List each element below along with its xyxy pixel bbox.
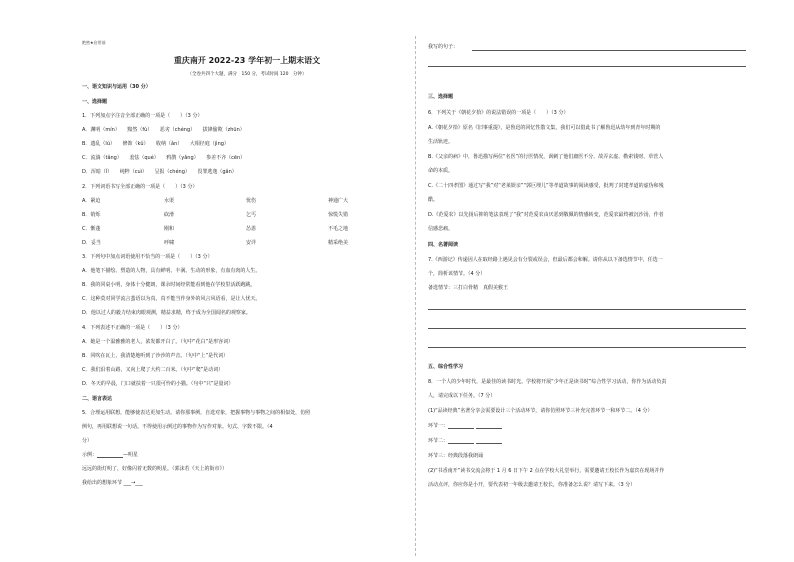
q3-option-d: D．他以过人的毅力结束肉眼观测，精益求精，终于成为全国闻名的观察家。 bbox=[82, 310, 251, 316]
q2-b-3: 乞丐 bbox=[246, 212, 257, 218]
q7-options: 备选情节：三打白骨精 真假美猴王 bbox=[428, 285, 509, 291]
q8-segment-3: 环节三：经典段落我朗诵 bbox=[428, 453, 484, 459]
q5-quote: 远远的街灯明了，好像闪着无数的明星。（郭沫若《天上的街市》） bbox=[82, 466, 228, 472]
q6-stem: 6．下列关于《朝花夕拾》的说法错误的一项是（ ）（3 分） bbox=[428, 110, 569, 116]
q4-option-c: C．我们沿着山路，又向上爬了大约二百米。（句中“爬”是动词） bbox=[82, 367, 224, 373]
q2-option-a bbox=[82, 198, 410, 204]
q6-option-d-2: 信感悲痛。 bbox=[428, 226, 454, 232]
section-heading-5: 五、综合性学习 bbox=[428, 364, 464, 370]
q7-answer-line-1[interactable] bbox=[428, 309, 746, 310]
q5-example-tail: —明星 bbox=[123, 452, 139, 458]
q8-segment-2-blank-a[interactable] bbox=[448, 438, 474, 444]
q2-a-3: 忧伤 bbox=[246, 198, 257, 204]
section-heading-1: 一、语文知识与运用（30 分） bbox=[82, 84, 151, 90]
q2-c-4: 不毛之地 bbox=[328, 226, 349, 232]
q8-segment-2-blank-b[interactable] bbox=[476, 438, 502, 444]
q5-example bbox=[82, 452, 138, 458]
q8-segment-1 bbox=[428, 423, 502, 429]
q1-option-d: D．浑暗（ǐ） 纯粹（cuì） 呈报（chéng） 畏罪逃逸（gǎn） bbox=[82, 169, 237, 175]
q6-option-b-2: 命的本质。 bbox=[428, 168, 454, 174]
q4-stem: 4．下列表述不正确的一项是（ ）（3 分） bbox=[82, 325, 183, 331]
q6-option-c-2: 酷。 bbox=[428, 197, 439, 203]
q8-line-2: 人，请完成以下任务。（7 分） bbox=[428, 393, 496, 399]
confidential-tag: 绝密★启用前 bbox=[82, 40, 106, 45]
q4-option-b: B．同吹在瓦上，我清楚地听到了沙沙的声音。（句中“上”是代词） bbox=[82, 353, 229, 359]
q4-option-d: D．冬天的早晨，门口就扶着一只很可怜的小猫。（句中“只”是量词） bbox=[82, 381, 234, 387]
q2-a-2: 水渠 bbox=[164, 198, 175, 204]
q8-sub-2-line-1: (2)“书香南开”读书交流会将于 1 月 6 日下午 2 点在学校大礼堂举行，需要邀请王校长作为嘉宾在现场并作 bbox=[428, 468, 665, 474]
q5-example-blank bbox=[97, 452, 123, 458]
q5-line-2: 例句，再用联想说一句话。不得使用示例过的事物作为写作对象。句式、字数不限。（4 bbox=[82, 424, 273, 430]
q2-option-b bbox=[82, 212, 410, 218]
q8-segment-1-label: 环节一： bbox=[428, 423, 449, 429]
q1-option-a: A．渊明（mín） 黯然（fù） 恶劣（chéng） 拔锋偷欺（zhūn） bbox=[82, 127, 245, 133]
q5-line-3: 分） bbox=[82, 438, 93, 444]
q8-line-1: 8．一个人的少年时代，是最佳的读书时光。学校将开展“少年正是读书时”综合性学习活动，你作为活动负责 bbox=[428, 379, 667, 385]
q8-segment-2-label: 环节二： bbox=[428, 438, 449, 444]
q8-segment-2 bbox=[428, 438, 502, 444]
q8-sub-1: (1)“品读经典”名著分享会需要设计三个活动环节，请你仿照环节三补充完善环节一和环节二。（4 分） bbox=[428, 408, 653, 414]
my-sentence-answer-line-2[interactable] bbox=[428, 66, 746, 67]
q5-answer-label[interactable]: 我给出的想象环节 ___→___ bbox=[82, 480, 143, 486]
q2-d-2: 呼啸 bbox=[164, 240, 175, 246]
q2-a-4: 神通广大 bbox=[328, 198, 349, 204]
section-heading-4: 四、名著阅读 bbox=[428, 242, 459, 248]
q6-option-c-1: C.《二十四孝图》通过写“我”对“老莱娱亲”“郭巨埋儿”等孝道故事的阅读感受，批判了封建孝道的虚伪和残 bbox=[428, 183, 664, 189]
q1-option-c: C．流淌（tǎng） 羞怯（qué） 鸦鹊（yǎng） 参差不齐（cēn） bbox=[82, 155, 246, 161]
q7-stem-1: 7.《西游记》传递因人在取经路上遇见会有分裂或误会，但最后都会和解。请你从以下备选情节中，任选一 bbox=[428, 257, 663, 263]
subsection-choice: 一、选择题 bbox=[82, 99, 108, 105]
subsection-expression: 二、语言表达 bbox=[82, 396, 113, 402]
column-divider bbox=[415, 36, 416, 556]
q8-sub-2-line-2: 活动点评，你应你是小开，要代表初一年级去邀请王校长，你准备怎么说？请写下来。（3 分） bbox=[428, 482, 636, 488]
q6-option-d-1: D.《范爱农》以先扬后抑的笔法表现了“我”对范爱农由厌恶到敬佩的情感转变，范爱农最终被沉沙汤，作者 bbox=[428, 212, 664, 218]
section-heading-3: 三、选择题 bbox=[428, 94, 454, 100]
q1-option-b: B．遗乱（lú） 修饰（kǔ） 收纳（ǎn） 大相径庭（jìng） bbox=[82, 141, 229, 147]
q2-d-3: 安详 bbox=[246, 240, 257, 246]
q2-c-2: 刚和 bbox=[164, 226, 175, 232]
q8-segment-1-blank-b[interactable] bbox=[476, 423, 502, 429]
q4-option-a: A．她是一个温雅雅的老人，浓发都开白了。（句中“花白”是形容词） bbox=[82, 339, 234, 345]
q8-segment-1-blank-a[interactable] bbox=[448, 423, 474, 429]
q2-c-1: C．惭蓬 bbox=[82, 226, 101, 232]
q3-option-b: B．我的同桌小明，身体十分健朗，课余时间经常能看到他在学校里活跃跑跳。 bbox=[82, 282, 256, 288]
q2-c-3: 怂恿 bbox=[246, 226, 257, 232]
q2-d-1: D．妥当 bbox=[82, 240, 101, 246]
q6-option-a-2: 生活轨迹。 bbox=[428, 139, 454, 145]
exam-subtitle: （全卷共四个大题，满分 150 分，考试时间 120 分钟） bbox=[187, 72, 307, 77]
q2-option-c bbox=[82, 226, 410, 232]
q5-line-1: 5．合理运用联想，能够使表达更加生动。请你那事例，自选对象，把握事物与事物之间的相似处，仿照 bbox=[82, 410, 311, 416]
q2-stem: 2．下列词语书写全部正确的一项是（ ）（3 分） bbox=[82, 184, 198, 190]
q3-option-c: C．这种莫对同学流言蜚语以为真，真不能当作身外的风言风语看，是让人忧天。 bbox=[82, 296, 261, 302]
my-sentence-label: 我写的句子： bbox=[428, 44, 459, 50]
q3-stem: 3．下列句中加点词语使用不恰当的一项是（ ）（3 分） bbox=[82, 254, 213, 260]
q6-option-b-1: B.《父亲的病》中，鲁迅描写两位“名医”的行医情况，讽刺了他们庸医不分、故弄玄虚、勒索钱财、草菅人 bbox=[428, 154, 664, 160]
q2-b-2: 砍滑 bbox=[164, 212, 175, 218]
q6-option-a-1: A.《朝花夕拾》原名《旧事重提》，是鲁迅的回忆性散文集，我们可以借此书了解鲁迅从幼年到青年时期的 bbox=[428, 125, 661, 131]
q7-stem-2: 个，简析该情节。（4 分） bbox=[428, 271, 486, 277]
q2-option-d bbox=[82, 240, 410, 246]
q7-answer-line-2[interactable] bbox=[428, 328, 746, 329]
my-sentence-answer-line-1[interactable] bbox=[472, 50, 746, 51]
q7-answer-line-3[interactable] bbox=[428, 347, 746, 348]
q2-a-1: A．紧迫 bbox=[82, 198, 101, 204]
q5-example-label: 示例： bbox=[82, 452, 98, 458]
exam-title: 重庆南开 2022-23 学年初一上期末语文 bbox=[173, 56, 321, 65]
q2-b-1: B．销烁 bbox=[82, 212, 101, 218]
q2-b-4: 惊慌失错 bbox=[328, 212, 349, 218]
q1-stem: 1．下列加点字注音全部正确的一项是（ ）（3 分） bbox=[82, 113, 203, 119]
q3-option-a: A．他笔下描绘、塑造的人物，具有鲜明、丰满、生动的形象，有血有肉的人生。 bbox=[82, 268, 261, 274]
q2-d-4: 精采绝美 bbox=[328, 240, 349, 246]
